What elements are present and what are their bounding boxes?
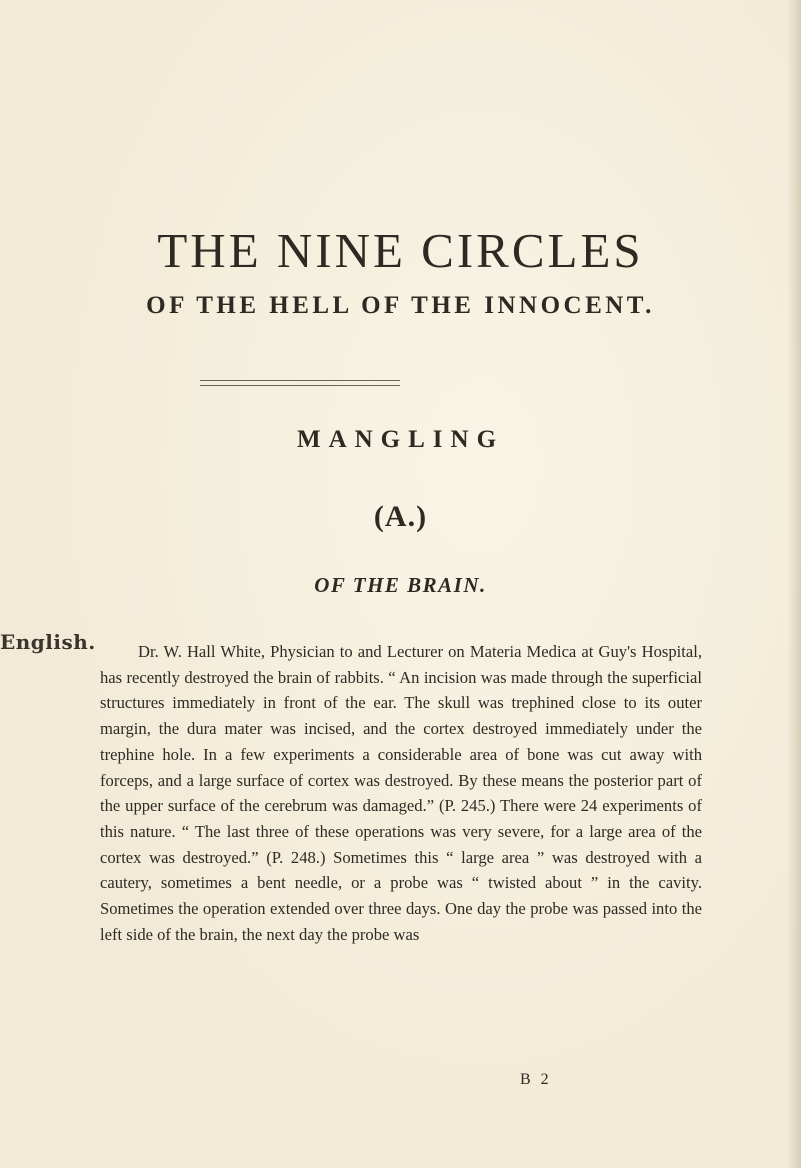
double-rule-divider [200,380,400,386]
page-edge-shadow [787,0,801,1168]
part-label: (A.) [373,500,428,533]
subject-heading: OF THE BRAIN. [314,573,487,597]
page-title: THE NINE CIRCLES [157,223,644,278]
body-text: Dr. W. Hall White, Physician to and Lecturer on Materia Medica at Guy's Hospital, has recently destroyed the brain of rabbits. “ An incision was made through the superficial structures immediately in front of the ear. The skull was trephined close to its outer margin, the dura mater was incised, and the cortex destroyed immediately under the trephine hole. In a few experiments a considerable area of bone was cut away with forceps, and a large surface of cortex was destroyed. By these means the posterior part of the upper surface of the cerebrum was damaged.” (P. 245.) There were 24 experiments of this nature. “ The last three of these operations was very severe, for a large area of the cortex was destroyed.” (P. 248.) Sometimes this “ large area ” was destroyed with a cautery, sometimes a bent needle, or a probe was “ twisted about ” in the cavity. Sometimes the operation extended over three days. One day the probe was passed into the left side of the brain, the next day the probe was [100,642,702,944]
body-paragraph [100,639,702,947]
section-heading: MANGLING [296,426,505,453]
page-subtitle: OF THE HELL OF THE INNOCENT. [146,292,655,319]
margin-note: English. [0,630,96,654]
signature-mark: B 2 [520,1071,552,1088]
